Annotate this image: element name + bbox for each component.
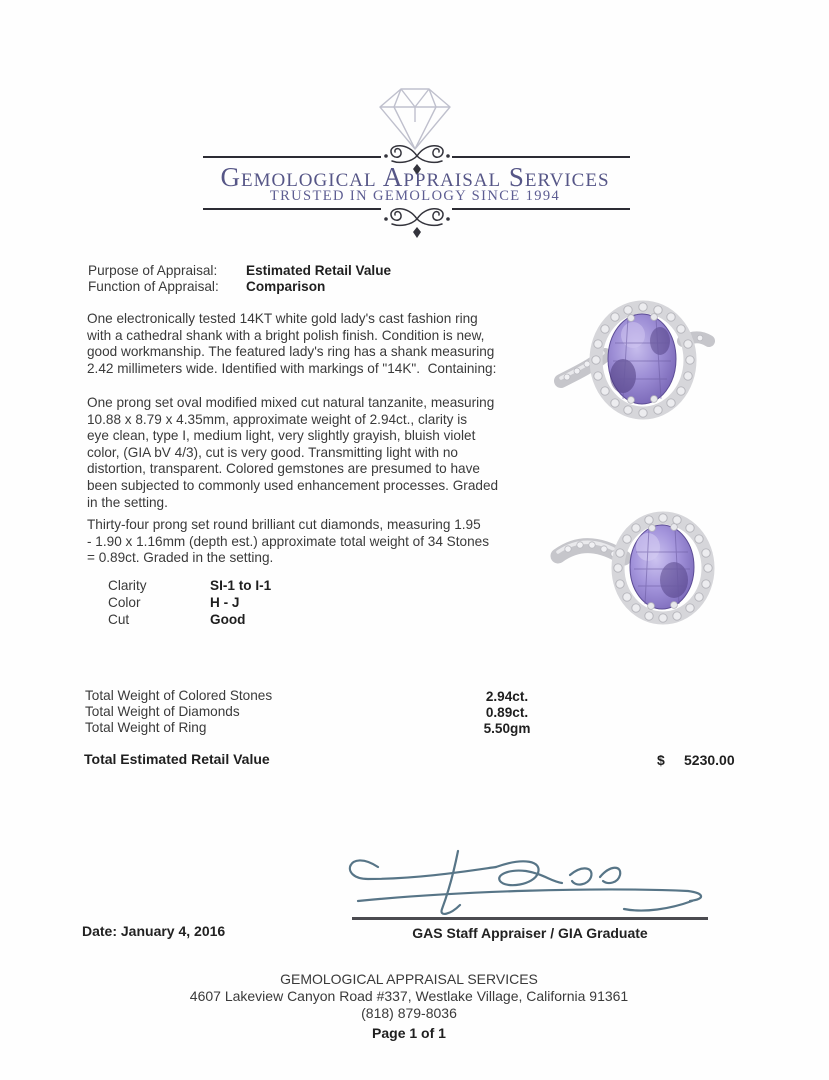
footer-phone: (818) 879-8036	[361, 1005, 457, 1021]
purpose-value: Estimated Retail Value	[246, 263, 392, 278]
total-ring-weight-label: Total Weight of Ring	[85, 720, 207, 735]
function-value: Comparison	[246, 279, 326, 294]
total-colored-stones-label: Total Weight of Colored Stones	[85, 688, 273, 703]
header-rule-bottom-right	[452, 208, 630, 210]
appraisal-date: Date: January 4, 2016	[82, 923, 226, 939]
paragraph-line: color, (GIA bV 4/3), cut is very good. Transmitting light with no	[87, 444, 458, 460]
tanzanite-paragraph	[87, 395, 498, 511]
header-rule-bottom-left	[203, 208, 381, 210]
footer-company: GEMOLOGICAL APPRAISAL SERVICES	[280, 971, 538, 987]
company-subtitle: TRUSTED IN GEMOLOGY SINCE 1994	[269, 188, 561, 204]
clarity-value: SI-1 to I-1	[210, 578, 272, 593]
paragraph-line: in the setting.	[87, 494, 168, 510]
retail-value-label: Total Estimated Retail Value	[84, 751, 270, 767]
signer-title: GAS Staff Appraiser / GIA Graduate	[412, 925, 648, 941]
purpose-label: Purpose of Appraisal:	[88, 263, 218, 278]
color-value: H - J	[210, 595, 240, 610]
total-diamonds-value: 0.89ct.	[485, 705, 529, 720]
scroll-flourish-icon	[378, 205, 456, 241]
ring-photo-side	[548, 492, 748, 652]
total-diamonds-label: Total Weight of Diamonds	[85, 704, 240, 719]
company-title: Gemological Appraisal Services	[220, 162, 610, 192]
paragraph-line: 10.88 x 8.79 x 4.35mm, approximate weight of 2.94ct., clarity is	[87, 411, 468, 427]
paragraph-line: been subjected to commonly used enhancement processes. Graded	[87, 477, 499, 493]
paragraph-line: 2.42 millimeters wide. Identified with markings of "14K". Containing:	[87, 360, 497, 376]
paragraph-line: Thirty-four prong set round brilliant cut diamonds, measuring 1.95	[87, 517, 481, 532]
clarity-label: Clarity	[108, 578, 147, 593]
ring-photo-top	[553, 281, 733, 461]
signature-line	[352, 917, 708, 920]
cut-value: Good	[210, 612, 246, 627]
paragraph-line: = 0.89ct. Graded in the setting.	[87, 550, 274, 566]
footer-address: 4607 Lakeview Canyon Road #337, Westlake Village, California 91361	[189, 988, 629, 1004]
paragraph-line: distortion, transparent. Colored gemstones are presumed to have	[87, 461, 480, 477]
ring-description-paragraph	[87, 311, 496, 377]
header-rule-top-left	[203, 156, 381, 158]
color-label: Color	[108, 595, 141, 610]
retail-currency-symbol: $	[657, 752, 665, 768]
paragraph-line: eye clean, type I, medium light, very slightly grayish, bluish violet	[87, 428, 476, 444]
header-rule-top-right	[452, 156, 630, 158]
retail-amount: 5230.00	[684, 752, 735, 768]
paragraph-line: - 1.90 x 1.16mm (depth est.) approximate total weight of 34 Stones	[87, 533, 489, 549]
diamonds-paragraph	[87, 517, 489, 567]
paragraph-line: One prong set oval modified mixed cut natural tanzanite, measuring	[87, 395, 495, 410]
cut-label: Cut	[108, 612, 130, 627]
appraiser-signature	[338, 845, 713, 923]
footer-page-number: Page 1 of 1	[372, 1025, 446, 1041]
paragraph-line: good workmanship. The featured lady's ring has a shank measuring	[87, 344, 495, 360]
paragraph-line: with a cathedral shank with a bright polish finish. Condition is new,	[87, 327, 485, 343]
total-colored-stones-value: 2.94ct.	[485, 689, 529, 704]
paragraph-line: One electronically tested 14KT white gold lady's cast fashion ring	[87, 311, 478, 326]
total-ring-weight-value: 5.50gm	[483, 721, 531, 736]
function-label: Function of Appraisal:	[88, 279, 219, 294]
